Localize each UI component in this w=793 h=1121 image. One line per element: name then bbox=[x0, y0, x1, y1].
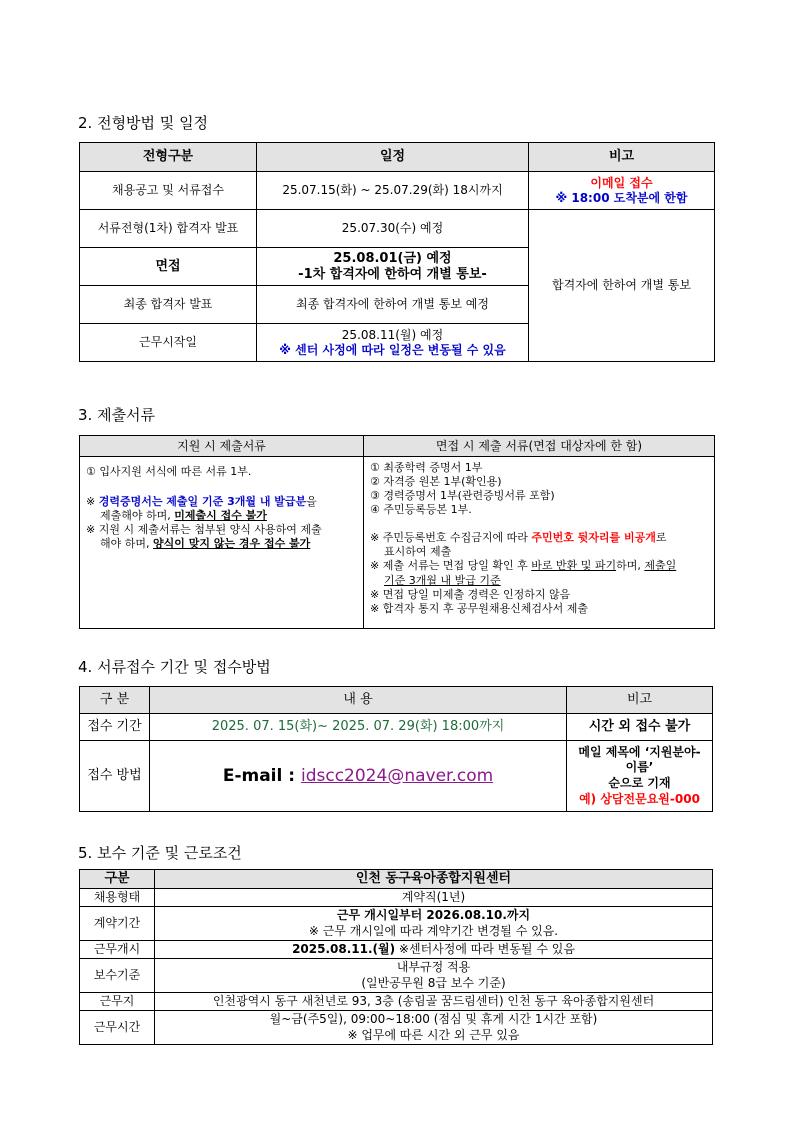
documents-table bbox=[79, 435, 715, 629]
table-header-row bbox=[80, 436, 715, 457]
table-row bbox=[80, 1011, 713, 1045]
table-row bbox=[80, 959, 713, 993]
row-value: 2025.08.11.(월) ※센터사정에 따라 변동될 수 있음 bbox=[155, 941, 713, 959]
application-documents bbox=[80, 457, 364, 629]
column-header: 비고 bbox=[529, 143, 715, 172]
submission-table bbox=[79, 686, 713, 812]
list-item: 제출해야 하며, 미제출시 접수 불가 bbox=[100, 509, 267, 523]
row-label: 채용형태 bbox=[80, 889, 155, 907]
list-item: ② 자격증 원본 1부(확인용) bbox=[370, 475, 502, 489]
list-item: ④ 주민등록등본 1부. bbox=[370, 503, 472, 517]
row-value: 계약직(1년) bbox=[155, 889, 713, 907]
schedule-line: 25.08.11(월) 예정 bbox=[341, 328, 444, 343]
row-label: 근무지 bbox=[80, 993, 155, 1011]
section5-title: 5. 보수 기준 및 근로조건 bbox=[78, 844, 242, 862]
interview-documents bbox=[364, 457, 715, 629]
row-value: 근무 개시일부터 2026.08.10.까지 ※ 근무 개시일에 따라 계약기간 변경될 수 있음. bbox=[155, 907, 713, 941]
column-header: 비고 bbox=[567, 687, 713, 714]
column-header: 지원 시 제출서류 bbox=[80, 436, 364, 457]
table-row bbox=[80, 907, 713, 941]
column-header: 전형구분 bbox=[80, 143, 257, 172]
table-row bbox=[80, 993, 713, 1011]
row-label: 서류전형(1차) 합격자 발표 bbox=[80, 210, 257, 248]
period-value: 2025. 07. 15(화)~ 2025. 07. 29(화) 18:00까지 bbox=[150, 714, 567, 741]
table-row bbox=[80, 714, 713, 741]
row-schedule: 25.07.15(화) ~ 25.07.29(화) 18시까지 bbox=[257, 172, 529, 210]
note-email-receipt: 이메일 접수 bbox=[590, 176, 653, 191]
email-link[interactable]: idscc2024@naver.com bbox=[300, 765, 494, 786]
period-note: 시간 외 접수 불가 bbox=[567, 714, 713, 741]
row-label: 채용공고 및 서류접수 bbox=[80, 172, 257, 210]
row-schedule bbox=[257, 248, 529, 286]
column-header: 면접 시 제출 서류(면접 대상자에 한 함) bbox=[364, 436, 715, 457]
list-item: ※ 면접 당일 미제출 경력은 인정하지 않음 bbox=[370, 587, 571, 601]
row-label: 근무개시 bbox=[80, 941, 155, 959]
row-label: 최종 합격자 발표 bbox=[80, 286, 257, 324]
column-header: 일정 bbox=[257, 143, 529, 172]
schedule-line: ※ 센터 사정에 따라 일정은 변동될 수 있음 bbox=[279, 342, 506, 357]
schedule-table bbox=[79, 142, 715, 362]
row-schedule: 최종 합격자에 한하여 개별 통보 예정 bbox=[257, 286, 529, 324]
section2-title: 2. 전형방법 및 일정 bbox=[78, 114, 209, 132]
row-label: 접수 기간 bbox=[80, 714, 150, 741]
section4-title: 4. 서류접수 기간 및 접수방법 bbox=[78, 658, 271, 676]
note-deadline: ※ 18:00 도착분에 한함 bbox=[555, 190, 688, 205]
row-schedule: 25.07.30(수) 예정 bbox=[257, 210, 529, 248]
email-label: E-mail : bbox=[222, 765, 301, 786]
merged-note: 합격자에 한하여 개별 통보 bbox=[529, 210, 715, 362]
row-label: 계약기간 bbox=[80, 907, 155, 941]
list-item: ① 입사지원 서식에 따른 서류 1부. bbox=[86, 465, 252, 478]
table-row bbox=[80, 941, 713, 959]
table-row bbox=[80, 172, 715, 210]
row-label: 근무시작일 bbox=[80, 324, 257, 362]
table-header-row bbox=[80, 870, 713, 889]
schedule-line: -1차 합격자에 한하여 개별 통보- bbox=[298, 266, 487, 282]
list-item: ※ 합격자 통지 후 공무원채용신체검사서 제출 bbox=[370, 601, 588, 615]
list-item: ※ 제출 서류는 면접 당일 확인 후 바로 반환 및 파기하며, 제출일 bbox=[370, 559, 677, 573]
list-item: ③ 경력증명서 1부(관련증빙서류 포함) bbox=[370, 489, 555, 503]
email-cell bbox=[150, 741, 567, 812]
row-label: 면접 bbox=[80, 248, 257, 286]
list-item: 기준 3개월 내 발급 기준 bbox=[384, 573, 501, 587]
table-header-row bbox=[80, 687, 713, 714]
row-value: 내부규정 적용 (일반공무원 8급 보수 기준) bbox=[155, 959, 713, 993]
column-header: 구 분 bbox=[80, 687, 150, 714]
section3-title: 3. 제출서류 bbox=[78, 406, 156, 424]
table-row bbox=[80, 741, 713, 812]
table-row bbox=[80, 210, 715, 248]
row-label: 접수 방법 bbox=[80, 741, 150, 812]
column-header: 구분 bbox=[80, 870, 155, 889]
conditions-table bbox=[79, 869, 713, 1045]
list-item: ① 최종학력 증명서 1부 bbox=[370, 461, 483, 474]
column-header: 인천 동구육아종합지원센터 bbox=[155, 870, 713, 889]
table-row bbox=[80, 457, 715, 629]
list-item: 표시하여 제출 bbox=[384, 545, 452, 559]
schedule-line: 25.08.01(금) 예정 bbox=[333, 250, 452, 266]
table-header-row bbox=[80, 143, 715, 172]
list-item: ※ 주민등록번호 수집금지에 따라 주민번호 뒷자리를 비공개로 bbox=[370, 531, 667, 545]
table-row bbox=[80, 889, 713, 907]
list-item: ※ 지원 시 제출서류는 첨부된 양식 사용하여 제출 bbox=[86, 523, 322, 537]
row-schedule bbox=[257, 324, 529, 362]
column-header: 내 용 bbox=[150, 687, 567, 714]
row-label: 보수기준 bbox=[80, 959, 155, 993]
row-value: 월~금(주5일), 09:00~18:00 (점심 및 휴게 시간 1시간 포함) ※ 업무에 따른 시간 외 근무 있음 bbox=[155, 1011, 713, 1045]
list-item: ※ 경력증명서는 제출일 기준 3개월 내 발급분을 bbox=[86, 495, 317, 509]
row-value: 인천광역시 동구 새천년로 93, 3층 (송림골 꿈드림센터) 인천 동구 육아종합지원센터 bbox=[155, 993, 713, 1011]
row-label: 근무시간 bbox=[80, 1011, 155, 1045]
row-note bbox=[529, 172, 715, 210]
method-note: 메일 제목에 ‘지원분야- 이름’ 순으로 기재 예) 상담전문요원-000 bbox=[567, 741, 713, 812]
list-item: 해야 하며, 양식이 맞지 않는 경우 접수 불가 bbox=[100, 537, 311, 551]
